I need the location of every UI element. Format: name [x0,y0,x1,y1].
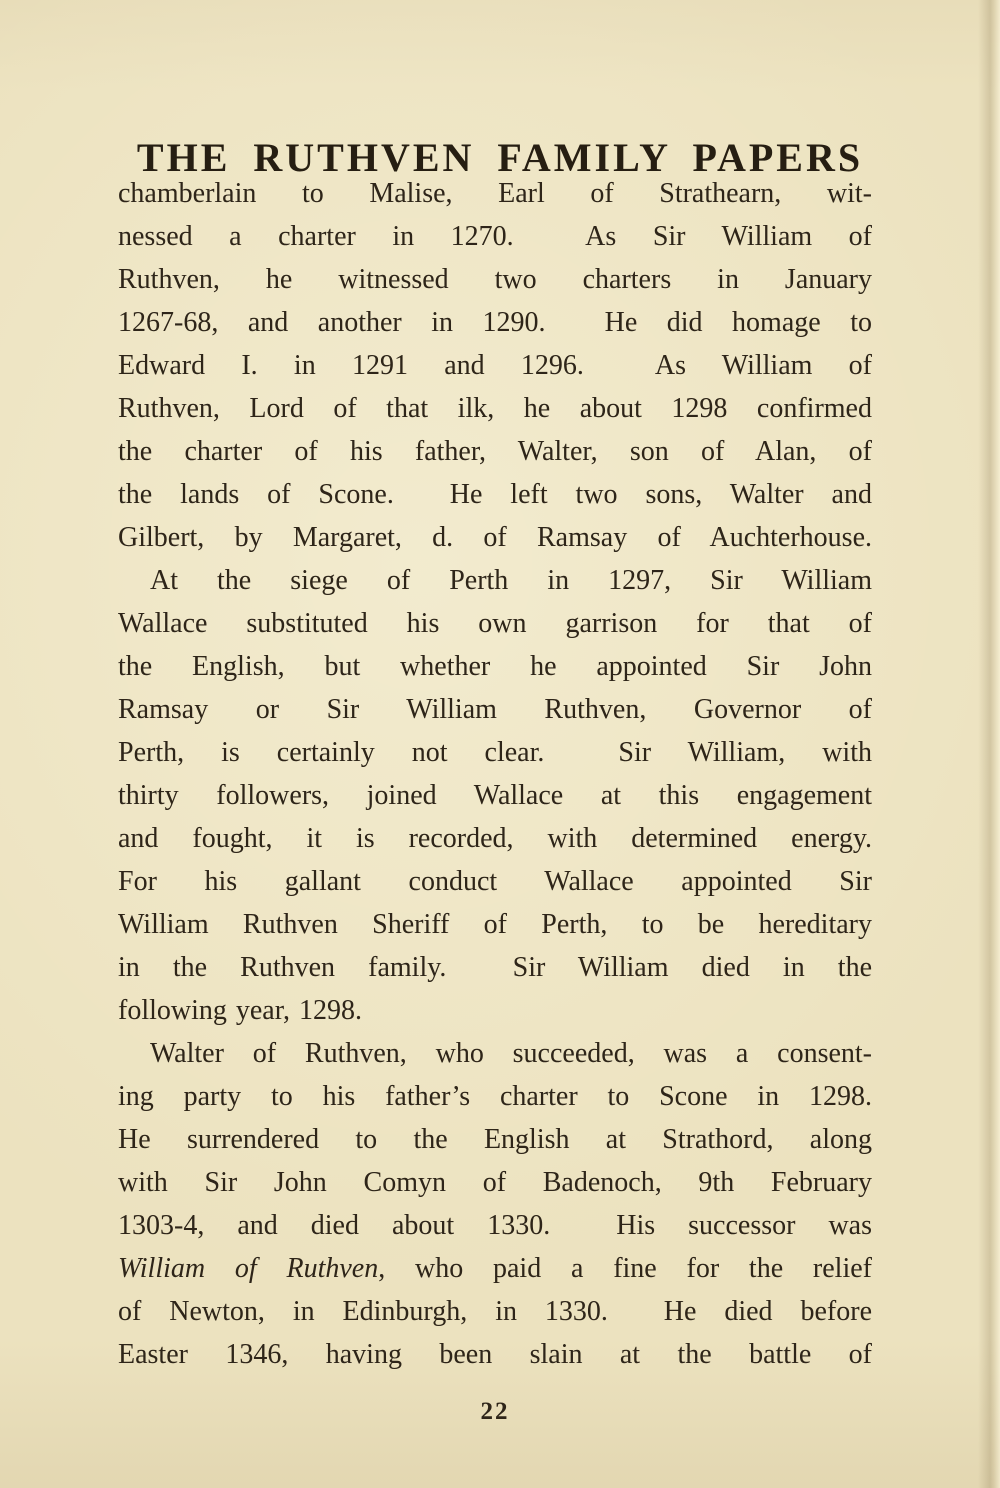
text-line: Perth, is certainly not clear. Sir William, with [118,737,872,768]
text-line: He surrendered to the English at Strathord, along [118,1124,872,1155]
text-line: of Newton, in Edinburgh, in 1330. He died before [118,1296,872,1327]
text-line: Walter of Ruthven, who succeeded, was a consent- [150,1038,872,1069]
text-line: with Sir John Comyn of Badenoch, 9th February [118,1167,872,1198]
text-line: Wallace substituted his own garrison for that of [118,608,872,639]
page-title: THE RUTHVEN FAMILY PAPERS [136,134,864,180]
text-line: Ruthven, he witnessed two charters in January [118,264,872,295]
text-line: the charter of his father, Walter, son of Alan, of [118,436,872,467]
page-edge-shadow [978,0,1000,1488]
italic-text: William of Ruthven [118,1253,379,1284]
text-line: Ramsay or Sir William Ruthven, Governor of [118,694,872,725]
text-line: ing party to his father’s charter to Scone in 1298. [118,1081,872,1112]
text-line: the lands of Scone. He left two sons, Walter and [118,479,872,510]
paragraph [118,172,872,559]
text-line: Easter 1346, having been slain at the battle of [118,1339,872,1370]
text-line: 1267-68, and another in 1290. He did homage to [118,307,872,338]
text-line [118,1247,872,1290]
text-line: William Ruthven Sheriff of Perth, to be hereditary [118,909,872,940]
roman-text: , who paid a fine for the relief [378,1253,872,1284]
text-line: the English, but whether he appointed Sir John [118,651,872,682]
text-line: 1303-4, and died about 1330. His successor was [118,1210,872,1241]
text-line: Gilbert, by Margaret, d. of Ramsay of Auchterhouse. [118,522,872,553]
text-line: in the Ruthven family. Sir William died in the [118,952,872,983]
text-line: For his gallant conduct Wallace appointed Sir [118,866,872,897]
text-line: Ruthven, Lord of that ilk, he about 1298 confirmed [118,393,872,424]
text-line: thirty followers, joined Wallace at this engagement [118,780,872,811]
text-line: and fought, it is recorded, with determined energy. [118,823,872,854]
text-line: At the siege of Perth in 1297, Sir William [150,565,872,596]
paragraph [118,1032,872,1376]
text-line: following year, 1298. [118,995,362,1026]
text-line: Edward I. in 1291 and 1296. As William of [118,350,872,381]
text-line: chamberlain to Malise, Earl of Strathearn, wit- [118,178,872,209]
paragraph [118,559,872,1032]
body-text [118,172,872,1376]
text-line: nessed a charter in 1270. As Sir William of [118,221,872,252]
page-number: 22 [480,1398,510,1425]
